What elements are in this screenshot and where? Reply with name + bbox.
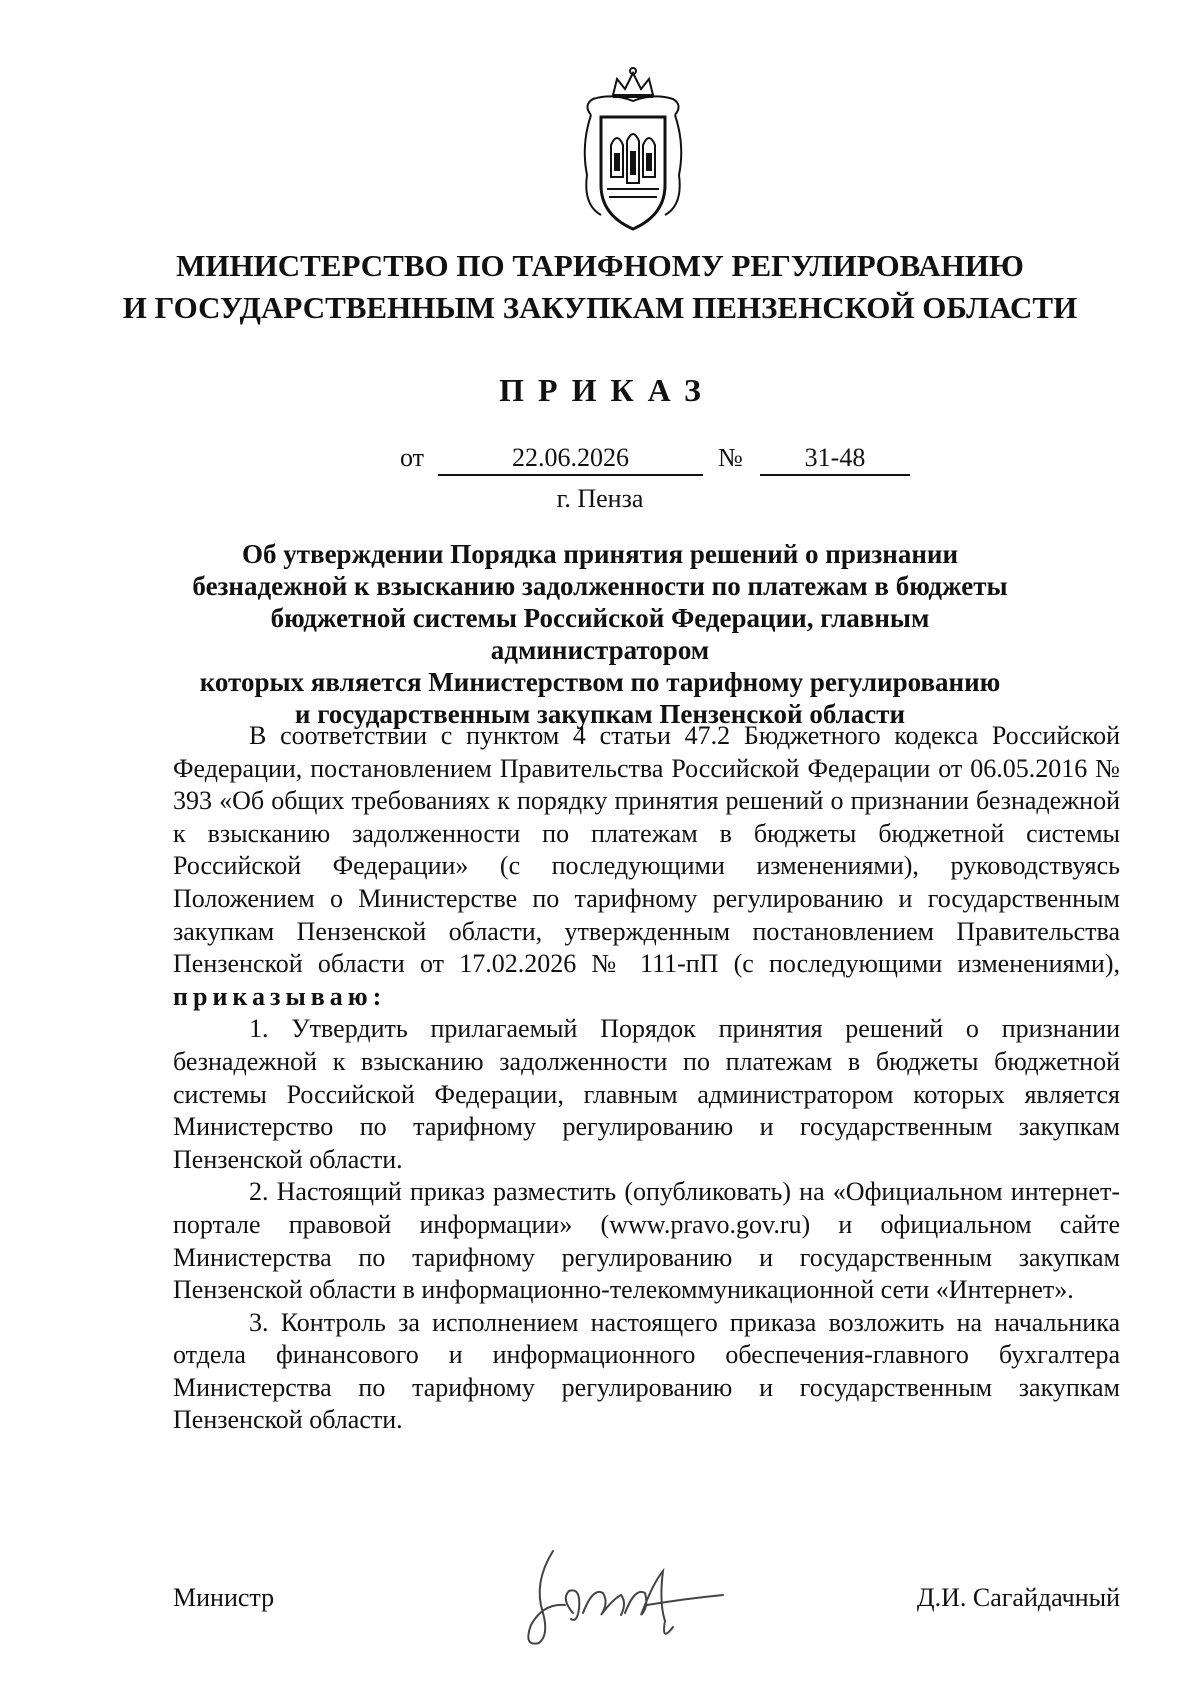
heading-line: бюджетной системы Российской Федерации, главным администратором	[270, 603, 930, 665]
heading-line: которых является Министерством по тарифному регулированию	[199, 667, 1001, 697]
document-type-title: ПРИКАЗ	[499, 372, 715, 408]
order-item-2: 2. Настоящий приказ разместить (опубликовать) на «Официальном интернет-портале правовой информации» (www.pravo.gov.ru) и официальном сайте Министерства по тарифному регулированию и государственным закупкам Пензенской области в информационно-телекоммуникационной сети «Интернет».	[173, 1177, 1120, 1305]
heading-line: и государственным закупкам Пензенской области	[294, 699, 906, 729]
order-item-1: 1. Утвердить прилагаемый Порядок принятия решений о признании безнадежной к взысканию задолженности по платежам в бюджеты бюджетной системы Российской Федерации, главным администратором которых является Министерство по тарифному регулированию и государственным закупкам Пензенской области.	[173, 1014, 1120, 1174]
signature-block	[173, 1563, 1120, 1653]
date-prefix: от	[400, 443, 425, 472]
ministry-line-2: И ГОСУДАРСТВЕННЫМ ЗАКУПКАМ ПЕНЗЕНСКОЙ ОБЛАСТИ	[122, 290, 1078, 325]
signer-name: Д.И. Сагайдачный	[916, 1583, 1120, 1612]
heading-line: Об утверждении Порядка принятия решений о признании	[241, 539, 959, 569]
number-prefix: №	[718, 443, 743, 472]
ministry-name	[0, 245, 1200, 329]
order-body	[173, 720, 1120, 1437]
signer-role: Министр	[173, 1583, 275, 1612]
order-item-3: 3. Контроль за исполнением настоящего приказа возложить на начальника отдела финансового и информационного обеспечения-главного бухгалтера Министерства по тарифному регулированию и государственным закупкам Пензенской области.	[173, 1307, 1120, 1435]
order-number: 31-48	[760, 441, 910, 476]
order-date: 22.06.2026	[438, 441, 703, 476]
order-word: приказываю:	[173, 981, 387, 1011]
order-heading	[160, 538, 1040, 730]
handwritten-signature	[513, 1543, 743, 1653]
coat-of-arms-emblem	[573, 65, 693, 235]
order-date-number-line	[400, 441, 910, 477]
ministry-line-1: МИНИСТЕРСТВО ПО ТАРИФНОМУ РЕГУЛИРОВАНИЮ	[176, 248, 1024, 283]
preamble-text: В соответствии с пунктом 4 статьи 47.2 Бюджетного кодекса Российской Федерации, постановлением Правительства Российской Федерации от 06.05.2016 № 393 «Об общих требованиях к порядку принятия решений о признании безнадежной к взысканию задолженности по платежам в бюджеты бюджетной системы Российской Федерации» (с последующими изменениями), руководствуясь Положением о Министерстве по тарифному регулированию и государственным закупкам Пензенской области, утвержденным постановлением Правительства Пензенской области от 17.02.2026 № 111-пП (с последующими изменениями),	[173, 721, 1120, 979]
city: г. Пенза	[556, 484, 644, 513]
preamble-paragraph	[173, 720, 1120, 1013]
heading-line: безнадежной к взысканию задолженности по платежам в бюджеты	[192, 571, 1008, 601]
